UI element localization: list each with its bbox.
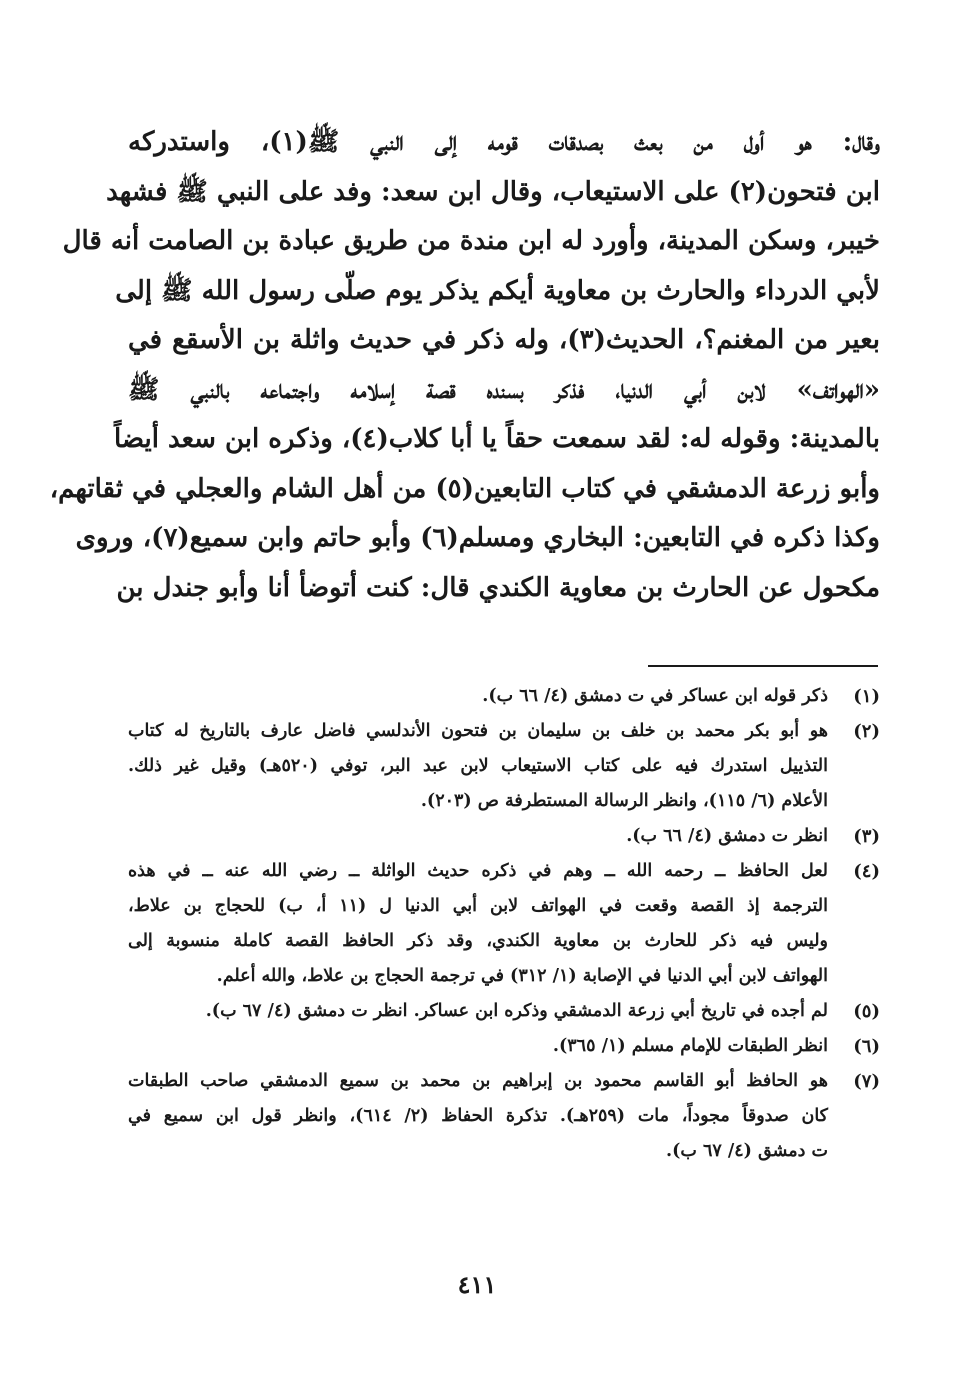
footnote-5 — [128, 994, 880, 1029]
footnote-line: هو أبو بكر محمد بن خلف بن سليمان بن فتحون الأندلسي فاضل عارف بالتاريخ له كتاب — [128, 721, 828, 741]
footnote-line: الترجمة إذ القصة وقعت في الهواتف لابن أبي الدنيا ل (١١ أ، ب) للحجاج بن علاط، — [128, 896, 829, 916]
page-number: ٤١١ — [457, 1270, 497, 1299]
main-text-line: وأبو زرعة الدمشقي في كتاب التابعين(٥) من أهل الشام والعجلي في ثقاتهم، — [49, 473, 880, 504]
footnote-3 — [128, 819, 880, 854]
main-text-line: مكحول عن الحارث بن معاوية الكندي قال: كنت أتوضأ أنا وأبو جندل بن — [116, 572, 880, 603]
footnote-number: (٢) — [853, 721, 880, 742]
footnote-line: الهواتف لابن أبي الدنيا في الإصابة (١/ ٣١٢) في ترجمة الحجاج بن علاط، والله أعلم. — [216, 966, 828, 986]
main-text-line: وكذا ذكره في التابعين: البخاري ومسلم(٦) وأبو حاتم وابن سميع(٧)، وروى — [75, 523, 880, 553]
main-text — [49, 118, 880, 613]
footnote-line: وليس فيه ذكر للحارث بن معاوية الكندي، وقد ذكر الحافظ القصة كاملة منسوبة إلى — [128, 931, 828, 951]
footnote-6 — [128, 1029, 880, 1064]
footnote-number: (٤) — [853, 861, 880, 882]
main-text-line: بالمدينة: وقوله له: لقد سمعت حقاً يا أبا كلاب(٤)، وذكره ابن سعد أيضاً — [113, 424, 880, 454]
main-text-line: ابن فتحون(٢) على الاستيعاب، وقال ابن سعد: وفد على النبي ﷺ فشهد — [106, 176, 880, 207]
footnote-2 — [128, 714, 880, 819]
footnote-line: كان صدوقاً مجوداً، مات (٢٥٩هـ). تذكرة الحفاظ (٢/ ٦١٤)، وانظر قول ابن سميع في — [128, 1106, 829, 1126]
main-text-line: لأبي الدرداء والحارث بن معاوية أيكم يذكر يوم صلّى رسول الله ﷺ إلى — [115, 275, 880, 306]
footnote-line: لم أجده في تاريخ أبي زرعة الدمشقي وذكره ابن عساكر. انظر ت دمشق (٤/ ٦٧ ب). — [205, 1001, 828, 1021]
footnote-number: (٧) — [853, 1071, 880, 1092]
footnote-line: هو الحافظ أبو القاسم محمود بن إبراهيم بن محمد بن سميع الدمشقي صاحب الطبقات — [128, 1071, 828, 1091]
footnote-line: ذكر قوله ابن عساكر في ت دمشق (٤/ ٦٦ ب). — [482, 686, 828, 706]
footnote-number: (٣) — [853, 826, 880, 847]
footnote-1 — [128, 679, 880, 714]
footnote-4 — [128, 854, 880, 994]
footnote-line: لعل الحافظ ــ رحمه الله ــ وهم في ذكره حديث الواثلة ــ رضي الله عنه ــ في هذه — [128, 861, 828, 881]
footnote-number: (١) — [853, 686, 880, 707]
main-text-line: وقال: هو أول من بعث بصدقات قومه إلى النبي ﷺ(١)، واستدركه — [128, 127, 880, 157]
footnote-separator — [648, 665, 878, 667]
main-text-line: بعير من المغنم؟، الحديث(٣)، وله ذكر في حديث واثلة بن الأسقع في — [128, 325, 880, 355]
main-text-line: خيبر، وسكن المدينة، وأورد له ابن مندة من طريق عبادة بن الصامت أنه قال — [62, 226, 880, 256]
main-text-line: «الهواتف» لابن أبي الدنيا، فذكر بسنده قصة إسلامه واجتماعه بالنبي ﷺ — [128, 374, 880, 405]
footnote-line: انظر الطبقات للإمام مسلم (١/ ٣٦٥). — [552, 1036, 828, 1056]
footnote-line: ت دمشق (٤/ ٦٧ ب). — [666, 1141, 828, 1161]
footnote-line: انظر ت دمشق (٤/ ٦٦ ب). — [626, 826, 828, 846]
footnote-number: (٥) — [853, 1001, 880, 1022]
footnote-7 — [128, 1064, 880, 1169]
footnote-line: التذييل استدرك فيه على كتاب الاستيعاب لابن عبد البر، توفي (٥٢٠هـ) وقيل غير ذلك. — [128, 756, 828, 776]
footnote-number: (٦) — [853, 1036, 880, 1057]
footnotes — [128, 679, 880, 1169]
footnote-line: الأعلام (٦/ ١١٥)، وانظر الرسالة المستطرفة ص (٢٠٣). — [420, 791, 828, 811]
